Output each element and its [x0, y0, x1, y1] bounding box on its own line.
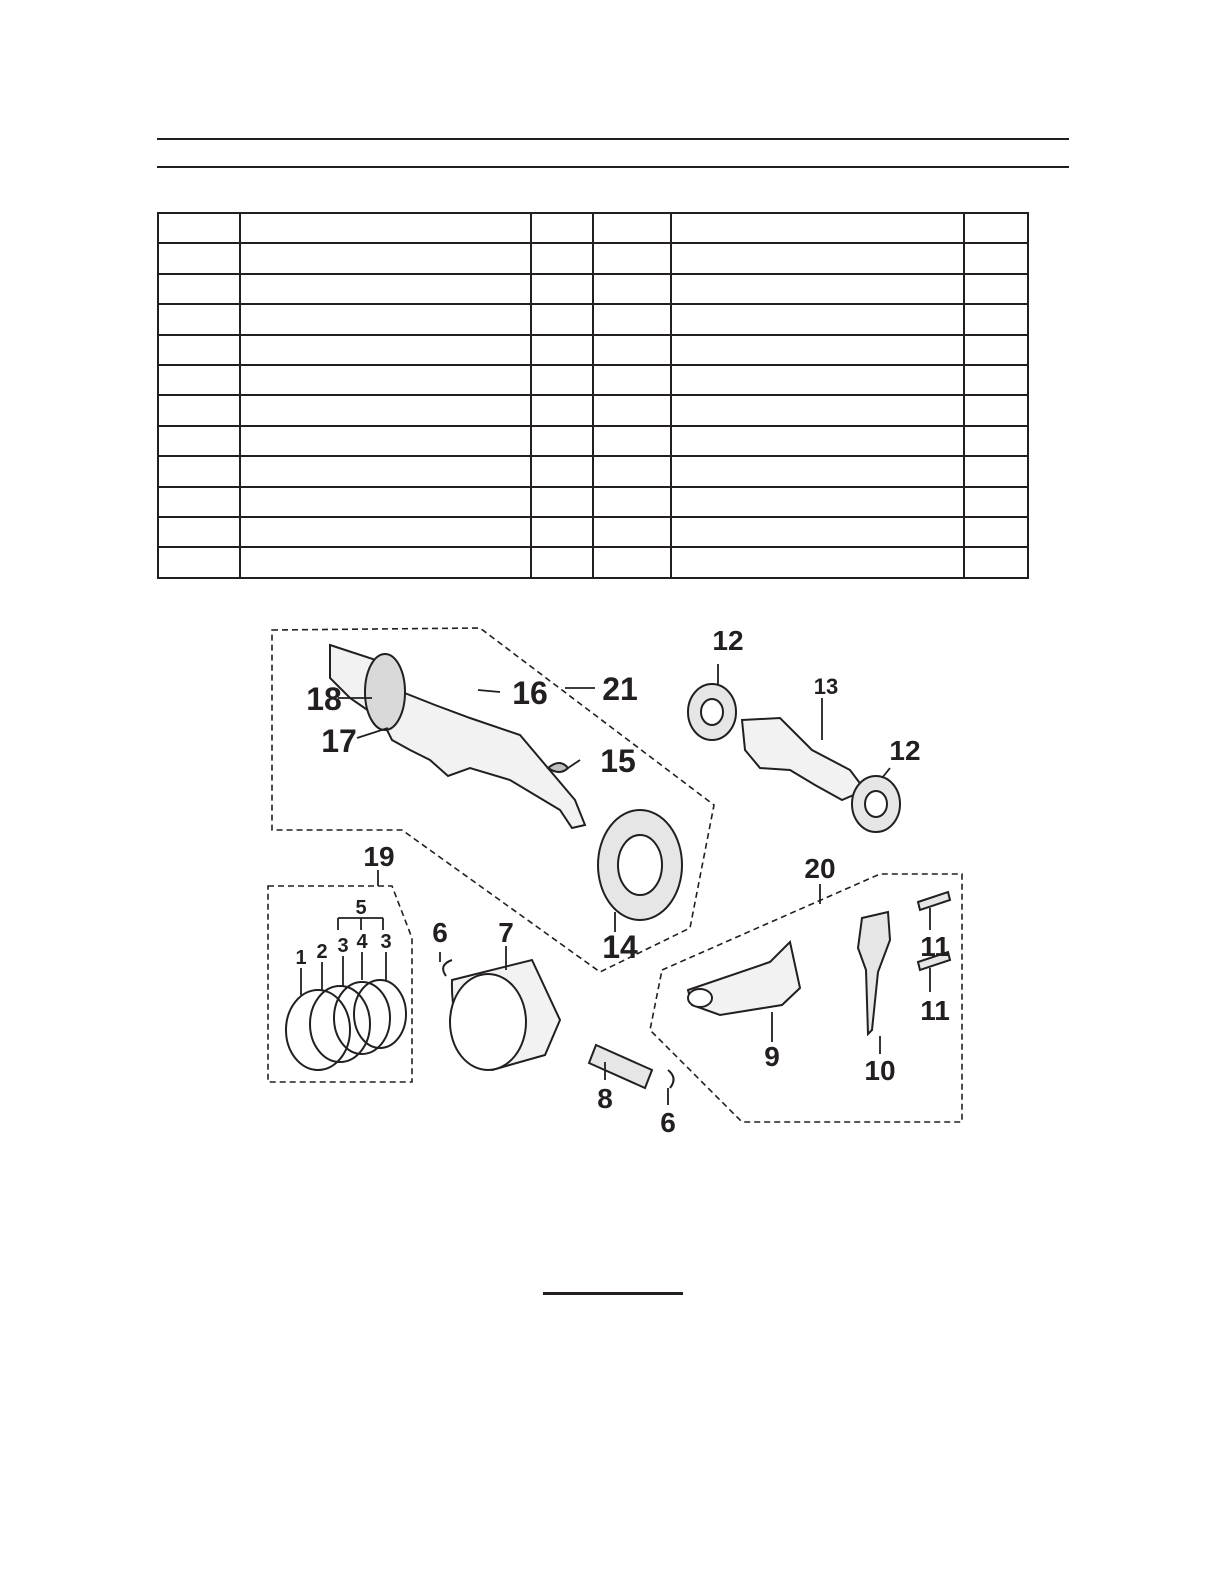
table-cell	[531, 395, 593, 425]
table-cell	[593, 304, 671, 334]
exploded-parts-diagram	[0, 600, 1225, 1160]
table-cell	[240, 274, 531, 304]
table-cell	[240, 213, 531, 243]
callout-10: 10	[864, 1055, 896, 1086]
table-cell	[593, 456, 671, 486]
piston-crown	[450, 974, 526, 1070]
callout-8: 8	[597, 1083, 613, 1114]
table-cell	[158, 456, 240, 486]
callout-11b: 11	[920, 995, 950, 1026]
table-cell	[964, 487, 1028, 517]
table-cell	[158, 213, 240, 243]
table-row	[158, 335, 1028, 365]
table-row	[158, 274, 1028, 304]
table-cell	[531, 274, 593, 304]
table-cell	[671, 365, 964, 395]
table-row	[158, 517, 1028, 547]
table-cell	[964, 213, 1028, 243]
piston-ring-1	[286, 990, 350, 1070]
callout-12b: 12	[889, 735, 921, 766]
table-cell	[240, 487, 531, 517]
callout-3a: 3	[337, 935, 349, 957]
piston-pin-clip-right	[668, 1070, 674, 1088]
piston-pin	[589, 1045, 652, 1088]
parts-table-body	[158, 213, 1028, 578]
table-cell	[158, 547, 240, 578]
header-rule-bottom	[157, 166, 1069, 168]
table-row	[158, 395, 1028, 425]
table-cell	[593, 395, 671, 425]
callout-5: 5	[355, 897, 367, 919]
woodruff-key	[548, 763, 568, 772]
table-row	[158, 547, 1028, 578]
table-cell	[531, 365, 593, 395]
piston-pin-clip-left	[443, 960, 452, 976]
table-cell	[531, 487, 593, 517]
table-cell	[964, 547, 1028, 578]
table-cell	[964, 426, 1028, 456]
table-cell	[158, 335, 240, 365]
piston-ring-set-boundary	[268, 886, 412, 1082]
connecting-rod-small-end	[688, 989, 712, 1007]
table-cell	[964, 243, 1028, 273]
header-rule-top	[157, 138, 1069, 140]
table-cell	[964, 395, 1028, 425]
table-cell	[240, 304, 531, 334]
table-cell	[593, 547, 671, 578]
table-row	[158, 213, 1028, 243]
table-row	[158, 456, 1028, 486]
table-cell	[964, 517, 1028, 547]
callout-11a: 11	[920, 931, 950, 962]
callout-4: 4	[356, 931, 368, 953]
crankshaft-main-bearing-inner	[618, 835, 662, 895]
table-row	[158, 487, 1028, 517]
table-cell	[964, 304, 1028, 334]
crankshaft-gear	[365, 654, 405, 730]
table-cell	[158, 243, 240, 273]
table-cell	[593, 274, 671, 304]
table-cell	[671, 274, 964, 304]
table-cell	[531, 456, 593, 486]
callout-1: 1	[295, 947, 307, 969]
table-cell	[593, 243, 671, 273]
callout-17: 17	[321, 723, 357, 759]
table-cell	[671, 426, 964, 456]
table-cell	[240, 456, 531, 486]
table-row	[158, 365, 1028, 395]
table-cell	[593, 426, 671, 456]
table-cell	[593, 335, 671, 365]
table-cell	[593, 487, 671, 517]
callout-14: 14	[602, 929, 638, 965]
table-cell	[531, 213, 593, 243]
table-cell	[158, 304, 240, 334]
table-cell	[531, 335, 593, 365]
table-cell	[158, 517, 240, 547]
table-cell	[671, 395, 964, 425]
table-cell	[158, 487, 240, 517]
callout-13: 13	[813, 674, 839, 699]
table-cell	[240, 547, 531, 578]
table-cell	[593, 365, 671, 395]
callout-15: 15	[600, 743, 636, 779]
callout-7: 7	[498, 917, 514, 948]
table-cell	[158, 426, 240, 456]
table-cell	[671, 487, 964, 517]
table-cell	[240, 243, 531, 273]
table-row	[158, 304, 1028, 334]
table-cell	[240, 395, 531, 425]
table-cell	[671, 547, 964, 578]
table-cell	[531, 243, 593, 273]
table-cell	[240, 335, 531, 365]
parts-table	[157, 212, 1029, 579]
callout-20: 20	[804, 853, 836, 884]
callout-18: 18	[306, 681, 342, 717]
callout-21: 21	[602, 671, 638, 707]
table-cell	[593, 517, 671, 547]
table-cell	[671, 456, 964, 486]
table-cell	[964, 335, 1028, 365]
balancer-bearing-upper-inner	[701, 699, 723, 725]
table-cell	[158, 274, 240, 304]
balancer-bearing-lower-inner	[865, 791, 887, 817]
table-cell	[964, 456, 1028, 486]
footer-page-rule	[543, 1292, 683, 1295]
table-cell	[593, 213, 671, 243]
table-cell	[158, 365, 240, 395]
callout-12a: 12	[712, 625, 744, 656]
table-cell	[671, 213, 964, 243]
table-cell	[964, 365, 1028, 395]
table-cell	[964, 274, 1028, 304]
callout-2: 2	[316, 941, 328, 963]
table-cell	[531, 547, 593, 578]
callout-6a: 6	[432, 917, 448, 948]
table-cell	[671, 243, 964, 273]
piston-ring-3	[334, 982, 390, 1054]
callout-16: 16	[512, 675, 548, 711]
callout-19: 19	[363, 841, 395, 872]
table-cell	[671, 304, 964, 334]
table-cell	[240, 517, 531, 547]
table-cell	[158, 395, 240, 425]
connecting-rod-cap	[858, 912, 890, 1034]
callout-9: 9	[764, 1041, 780, 1072]
table-cell	[240, 365, 531, 395]
table-cell	[531, 426, 593, 456]
table-cell	[531, 517, 593, 547]
connecting-rod-bolt-upper	[918, 892, 950, 910]
table-cell	[531, 304, 593, 334]
table-cell	[671, 335, 964, 365]
balancer-shaft	[742, 718, 865, 800]
callout-3b: 3	[380, 931, 392, 953]
table-row	[158, 243, 1028, 273]
table-row	[158, 426, 1028, 456]
table-cell	[240, 426, 531, 456]
callout-6b: 6	[660, 1107, 676, 1138]
table-cell	[671, 517, 964, 547]
